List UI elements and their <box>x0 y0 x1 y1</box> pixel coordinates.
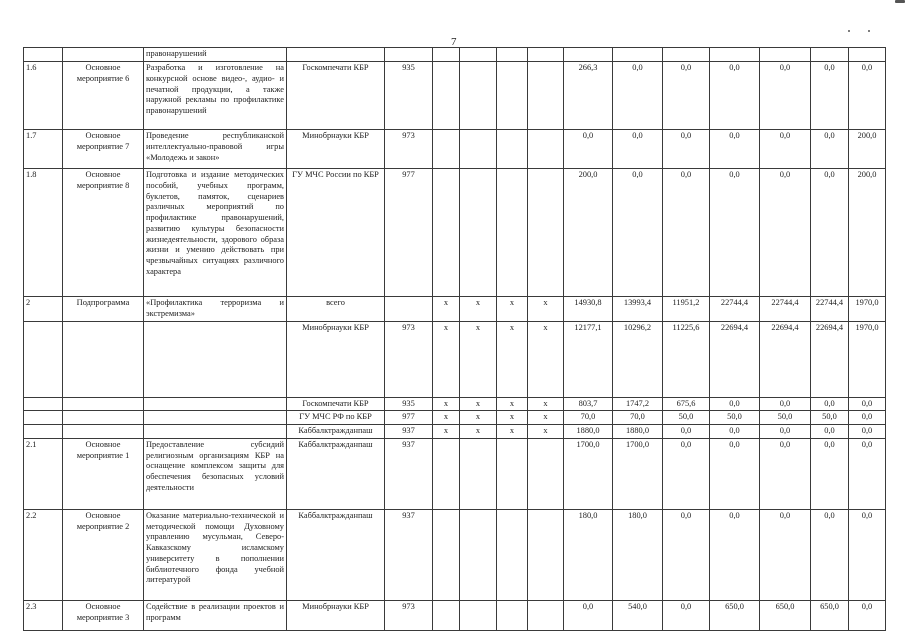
table-row <box>24 411 886 425</box>
row-value: 0,0 <box>849 600 886 630</box>
row-value: 650,0 <box>811 600 849 630</box>
row-kind: Основное мероприятие 6 <box>63 62 144 130</box>
table-row <box>24 130 886 169</box>
row-value: 0,0 <box>811 169 849 297</box>
row-x-mark: x <box>528 297 564 322</box>
row-value: 540,0 <box>613 600 663 630</box>
row-executor: Минобрнауки КБР <box>287 130 385 169</box>
row-x-mark <box>528 48 564 62</box>
row-value: 180,0 <box>564 509 613 600</box>
row-x-mark <box>528 600 564 630</box>
row-executor: Госкомпечати КБР <box>287 62 385 130</box>
row-x-mark <box>460 62 497 130</box>
row-value: 0,0 <box>849 438 886 509</box>
row-name: Предоставление субсидий религиозным организациям КБР на оснащение комплексом защиты для обеспечения безопасных условий деятельности <box>144 438 287 509</box>
row-executor: Минобрнауки КБР <box>287 321 385 397</box>
row-value: 22694,4 <box>811 321 849 397</box>
table-row <box>24 297 886 322</box>
row-x-mark: x <box>497 297 528 322</box>
row-value: 0,0 <box>760 62 811 130</box>
row-value <box>613 48 663 62</box>
row-executor: всего <box>287 297 385 322</box>
row-value: 0,0 <box>663 509 710 600</box>
row-kind <box>63 425 144 439</box>
row-x-mark <box>460 48 497 62</box>
row-value: 50,0 <box>710 411 760 425</box>
row-value: 0,0 <box>613 169 663 297</box>
row-name: Проведение республиканской интеллектуально-правовой игры «Молодежь и закон» <box>144 130 287 169</box>
row-value <box>663 48 710 62</box>
table-row <box>24 321 886 397</box>
row-x-mark: x <box>433 411 460 425</box>
row-executor: Минобрнауки КБР <box>287 600 385 630</box>
row-name: «Профилактика терроризма и экстремизма» <box>144 297 287 322</box>
row-code <box>385 297 433 322</box>
row-value: 0,0 <box>849 411 886 425</box>
row-value: 70,0 <box>613 411 663 425</box>
row-value: 0,0 <box>760 169 811 297</box>
row-x-mark: x <box>497 397 528 411</box>
row-x-mark <box>433 62 460 130</box>
row-number: 2.2 <box>24 509 63 600</box>
row-executor: Каббалктражданпаш <box>287 509 385 600</box>
row-value: 0,0 <box>760 130 811 169</box>
row-x-mark <box>528 62 564 130</box>
row-value: 0,0 <box>760 425 811 439</box>
row-value: 0,0 <box>663 438 710 509</box>
row-executor <box>287 48 385 62</box>
row-value: 12177,1 <box>564 321 613 397</box>
row-number: 2.3 <box>24 600 63 630</box>
row-value: 0,0 <box>564 600 613 630</box>
row-kind: Основное мероприятие 1 <box>63 438 144 509</box>
row-value: 0,0 <box>811 509 849 600</box>
row-name <box>144 425 287 439</box>
row-x-mark <box>433 600 460 630</box>
row-value: 1880,0 <box>564 425 613 439</box>
row-value: 1700,0 <box>564 438 613 509</box>
row-value: 0,0 <box>564 130 613 169</box>
row-value: 0,0 <box>849 62 886 130</box>
page-number: 7 <box>451 36 457 48</box>
row-executor: Госкомпечати КБР <box>287 397 385 411</box>
table-row <box>24 509 886 600</box>
row-executor: ГУ МЧС РФ по КБР <box>287 411 385 425</box>
row-kind <box>63 321 144 397</box>
row-kind: Основное мероприятие 3 <box>63 600 144 630</box>
row-x-mark: x <box>528 425 564 439</box>
row-value: 0,0 <box>663 425 710 439</box>
row-code: 937 <box>385 438 433 509</box>
row-value: 0,0 <box>710 397 760 411</box>
row-value: 0,0 <box>811 438 849 509</box>
row-x-mark: x <box>528 321 564 397</box>
row-x-mark <box>433 509 460 600</box>
row-value: 0,0 <box>710 509 760 600</box>
row-value: 180,0 <box>613 509 663 600</box>
row-x-mark: x <box>433 397 460 411</box>
row-x-mark: x <box>528 411 564 425</box>
row-x-mark <box>460 130 497 169</box>
row-x-mark <box>528 130 564 169</box>
row-kind: Основное мероприятие 2 <box>63 509 144 600</box>
row-name: Разработка и изготовление на конкурсной основе видео-, аудио- и печатной продукции, а также наружной рекламы по профилактике правонарушений <box>144 62 287 130</box>
table-row <box>24 425 886 439</box>
row-value: 13993,4 <box>613 297 663 322</box>
row-executor: Каббалктражданпаш <box>287 438 385 509</box>
row-value: 1970,0 <box>849 321 886 397</box>
row-value <box>849 48 886 62</box>
row-value: 50,0 <box>760 411 811 425</box>
row-value: 0,0 <box>663 600 710 630</box>
row-x-mark <box>497 600 528 630</box>
row-name: Содействие в реализации проектов и программ <box>144 600 287 630</box>
row-value: 0,0 <box>811 130 849 169</box>
row-x-mark <box>460 600 497 630</box>
row-x-mark <box>433 169 460 297</box>
row-name <box>144 321 287 397</box>
row-value: 200,0 <box>564 169 613 297</box>
table-row <box>24 62 886 130</box>
row-x-mark: x <box>460 321 497 397</box>
row-code <box>385 48 433 62</box>
row-x-mark <box>528 438 564 509</box>
row-x-mark: x <box>433 297 460 322</box>
row-x-mark <box>497 509 528 600</box>
row-executor: Каббалктражданпаш <box>287 425 385 439</box>
row-code: 935 <box>385 62 433 130</box>
row-x-mark: x <box>460 411 497 425</box>
row-number <box>24 411 63 425</box>
row-kind <box>63 411 144 425</box>
row-number: 2.1 <box>24 438 63 509</box>
row-value: 1747,2 <box>613 397 663 411</box>
table-row <box>24 438 886 509</box>
row-number: 1.7 <box>24 130 63 169</box>
row-number <box>24 397 63 411</box>
row-value: 0,0 <box>613 130 663 169</box>
row-code: 937 <box>385 425 433 439</box>
row-code: 937 <box>385 509 433 600</box>
row-kind: Подпрограмма <box>63 297 144 322</box>
row-value <box>710 48 760 62</box>
row-code: 973 <box>385 130 433 169</box>
row-x-mark: x <box>497 425 528 439</box>
row-x-mark: x <box>497 411 528 425</box>
row-value: 11225,6 <box>663 321 710 397</box>
row-value: 50,0 <box>811 411 849 425</box>
row-name: Оказание материально-технической и методической помощи Духовному управлению мусульман, Северо-Кавказскому исламскому университету в пополнении библиотечного фонда учебной литературой <box>144 509 287 600</box>
row-value: 650,0 <box>710 600 760 630</box>
row-value: 0,0 <box>849 509 886 600</box>
row-value: 1970,0 <box>849 297 886 322</box>
row-x-mark <box>460 169 497 297</box>
row-kind: Основное мероприятие 7 <box>63 130 144 169</box>
row-number: 2 <box>24 297 63 322</box>
row-x-mark <box>460 509 497 600</box>
row-value: 0,0 <box>663 169 710 297</box>
row-x-mark: x <box>433 321 460 397</box>
row-value: 650,0 <box>760 600 811 630</box>
row-value: 22744,4 <box>760 297 811 322</box>
row-code: 973 <box>385 321 433 397</box>
row-value: 11951,2 <box>663 297 710 322</box>
row-value: 1880,0 <box>613 425 663 439</box>
row-value: 22694,4 <box>760 321 811 397</box>
row-x-mark <box>497 48 528 62</box>
row-x-mark <box>433 48 460 62</box>
row-code: 977 <box>385 411 433 425</box>
row-x-mark: x <box>460 425 497 439</box>
row-value: 0,0 <box>811 425 849 439</box>
row-number <box>24 425 63 439</box>
row-x-mark <box>433 130 460 169</box>
row-name: Подготовка и издание методических пособий, учебных программ, буклетов, памяток, сценариев различных мероприятий по профилактике правонарушений, развитию культуры безопасности жизнедеятельности, здорового образа жизни и умению действовать при чрезвычайных ситуациях различного характера <box>144 169 287 297</box>
row-value: 70,0 <box>564 411 613 425</box>
row-value: 0,0 <box>760 438 811 509</box>
row-number <box>24 321 63 397</box>
scan-speck <box>868 30 870 32</box>
row-value: 0,0 <box>613 62 663 130</box>
scan-speck <box>895 0 905 3</box>
row-value: 14930,8 <box>564 297 613 322</box>
row-x-mark <box>460 438 497 509</box>
row-value: 1700,0 <box>613 438 663 509</box>
row-value <box>760 48 811 62</box>
row-value: 0,0 <box>710 425 760 439</box>
row-number <box>24 48 63 62</box>
row-value: 22744,4 <box>811 297 849 322</box>
row-x-mark: x <box>528 397 564 411</box>
row-value: 0,0 <box>811 397 849 411</box>
row-kind <box>63 397 144 411</box>
row-value: 22744,4 <box>710 297 760 322</box>
row-value: 0,0 <box>710 62 760 130</box>
row-value <box>811 48 849 62</box>
row-value: 0,0 <box>849 397 886 411</box>
row-value: 0,0 <box>663 130 710 169</box>
row-name <box>144 397 287 411</box>
row-x-mark: x <box>497 321 528 397</box>
row-value: 266,3 <box>564 62 613 130</box>
row-value: 0,0 <box>760 509 811 600</box>
row-value: 0,0 <box>760 397 811 411</box>
row-value: 0,0 <box>710 438 760 509</box>
row-value: 22694,4 <box>710 321 760 397</box>
table-row <box>24 169 886 297</box>
row-value: 50,0 <box>663 411 710 425</box>
row-value: 0,0 <box>663 62 710 130</box>
row-code: 935 <box>385 397 433 411</box>
row-name <box>144 411 287 425</box>
row-x-mark <box>497 62 528 130</box>
row-kind: Основное мероприятие 8 <box>63 169 144 297</box>
row-value: 10296,2 <box>613 321 663 397</box>
row-value: 0,0 <box>811 62 849 130</box>
row-value: 803,7 <box>564 397 613 411</box>
table-row <box>24 48 886 62</box>
row-number: 1.6 <box>24 62 63 130</box>
row-x-mark <box>528 169 564 297</box>
table-row <box>24 600 886 630</box>
row-kind <box>63 48 144 62</box>
row-value <box>564 48 613 62</box>
row-value: 675,6 <box>663 397 710 411</box>
row-x-mark: x <box>460 397 497 411</box>
row-x-mark <box>497 130 528 169</box>
row-x-mark: x <box>460 297 497 322</box>
row-value: 200,0 <box>849 169 886 297</box>
row-x-mark: x <box>433 425 460 439</box>
row-code: 973 <box>385 600 433 630</box>
row-value: 0,0 <box>710 130 760 169</box>
row-value: 0,0 <box>710 169 760 297</box>
row-value: 0,0 <box>849 425 886 439</box>
row-name: правонарушений <box>144 48 287 62</box>
table-row <box>24 397 886 411</box>
row-code: 977 <box>385 169 433 297</box>
row-x-mark <box>433 438 460 509</box>
row-value: 200,0 <box>849 130 886 169</box>
row-number: 1.8 <box>24 169 63 297</box>
row-x-mark <box>497 438 528 509</box>
scan-speck <box>848 30 850 32</box>
row-executor: ГУ МЧС России по КБР <box>287 169 385 297</box>
row-x-mark <box>497 169 528 297</box>
budget-table <box>23 47 886 631</box>
row-x-mark <box>528 509 564 600</box>
